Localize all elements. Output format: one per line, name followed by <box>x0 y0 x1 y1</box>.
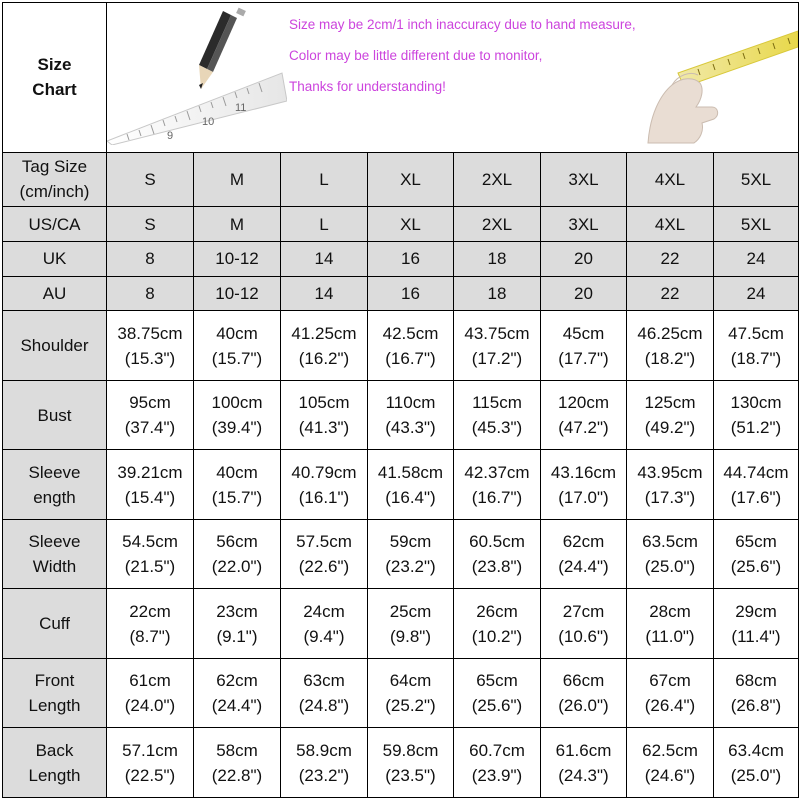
inch-value: (23.2") <box>298 765 350 785</box>
size-cell: 24 <box>714 276 799 311</box>
measurement-cell <box>454 380 541 449</box>
measurement-cell <box>281 380 368 449</box>
size-cell: 16 <box>368 242 454 277</box>
notice-line: Size may be 2cm/1 inch inaccuracy due to hand measure, <box>289 17 636 32</box>
measurement-label: Back Length <box>3 728 107 798</box>
inch-value: (23.8") <box>471 557 523 577</box>
inch-value: (16.4") <box>385 487 436 507</box>
table-row <box>3 450 799 519</box>
inch-value: (9.4") <box>303 626 345 646</box>
measurement-cell <box>194 728 281 798</box>
measurement-cell <box>194 450 281 519</box>
inch-value: (22.5") <box>124 765 176 785</box>
cm-value: 63.4cm <box>728 740 784 760</box>
cm-value: 54.5cm <box>122 532 178 552</box>
measurement-cell <box>541 728 627 798</box>
cm-value: 43.16cm <box>550 462 617 482</box>
cm-value: 40cm <box>216 462 258 482</box>
size-cell: XL <box>368 207 454 242</box>
ruler-number: 10 <box>202 116 215 128</box>
cm-value: 42.5cm <box>382 323 439 343</box>
inch-value: (9.1") <box>216 626 258 646</box>
size-cell: 24 <box>714 242 799 277</box>
inch-value: (15.3") <box>124 348 176 368</box>
measurement-cell <box>194 380 281 449</box>
inch-value: (43.3") <box>385 418 436 438</box>
size-cell: 4XL <box>627 207 714 242</box>
inch-value: (17.2") <box>471 348 523 368</box>
table-row <box>3 658 799 727</box>
inch-value: (39.4") <box>211 418 263 438</box>
measurement-cell <box>454 450 541 519</box>
measurement-cell <box>194 519 281 588</box>
cm-value: 59cm <box>389 532 432 552</box>
size-cell: 14 <box>281 276 368 311</box>
ruler-number: 9 <box>167 130 174 142</box>
cm-value: 24cm <box>303 601 345 621</box>
inch-value: (23.2") <box>385 557 436 577</box>
inch-value: (17.3") <box>644 487 696 507</box>
size-cell: 18 <box>454 276 541 311</box>
tag-size-label: Tag Size (cm/inch) <box>3 152 107 207</box>
size-cell: 14 <box>281 242 368 277</box>
inch-value: (37.4") <box>124 418 176 438</box>
cm-value: 125cm <box>644 393 696 413</box>
inch-value: (25.2") <box>385 696 436 716</box>
table-row <box>3 207 799 242</box>
inch-value: (49.2") <box>644 418 696 438</box>
cm-value: 64cm <box>389 671 432 691</box>
size-header-cell: L <box>281 152 368 207</box>
size-cell: 10-12 <box>194 276 281 311</box>
size-cell: 10-12 <box>194 242 281 277</box>
inch-value: (22.6") <box>298 557 350 577</box>
size-header-cell: 2XL <box>454 152 541 207</box>
inch-value: (45.3") <box>471 418 523 438</box>
cm-value: 100cm <box>211 393 263 413</box>
cm-value: 67cm <box>649 671 691 691</box>
size-cell: L <box>281 207 368 242</box>
measurement-cell <box>541 311 627 380</box>
cm-value: 58cm <box>216 740 258 760</box>
size-header-cell: 5XL <box>714 152 799 207</box>
cm-value: 60.5cm <box>469 532 525 552</box>
size-cell: S <box>107 207 194 242</box>
inch-value: (15.4") <box>124 487 176 507</box>
inch-value: (16.7") <box>471 487 523 507</box>
size-cell: 2XL <box>454 207 541 242</box>
measurement-label: Sleeve Width <box>3 519 107 588</box>
inch-value: (9.8") <box>390 626 431 646</box>
inch-value: (24.4") <box>211 696 263 716</box>
measurement-cell <box>714 589 799 658</box>
size-cell: 22 <box>627 242 714 277</box>
measurement-label: Cuff <box>3 589 107 658</box>
inch-value: (11.0") <box>645 626 695 646</box>
inch-value: (24.3") <box>558 765 609 785</box>
table-row <box>3 589 799 658</box>
inch-value: (22.8") <box>211 765 263 785</box>
cm-value: 28cm <box>649 601 691 621</box>
measurement-cell <box>541 658 627 727</box>
cm-value: 115cm <box>472 393 522 413</box>
row-label: US/CA <box>3 207 107 242</box>
size-header-cell: 4XL <box>627 152 714 207</box>
measurement-cell <box>281 728 368 798</box>
measurement-cell <box>107 450 194 519</box>
cm-value: 62.5cm <box>642 740 698 760</box>
measurement-cell <box>107 311 194 380</box>
table-row <box>3 519 799 588</box>
size-chart-table <box>2 2 799 798</box>
inch-value: (18.2") <box>644 348 696 368</box>
inch-value: (25.6") <box>471 696 523 716</box>
inch-value: (16.2") <box>298 348 350 368</box>
cm-value: 42.37cm <box>464 462 530 482</box>
size-cell: 8 <box>107 242 194 277</box>
cm-value: 95cm <box>129 393 171 413</box>
cm-value: 43.95cm <box>637 462 703 482</box>
cm-value: 57.1cm <box>122 740 178 760</box>
cm-value: 43.75cm <box>464 323 530 343</box>
cm-value: 45cm <box>562 323 605 343</box>
measurement-cell <box>368 519 454 588</box>
size-cell: 18 <box>454 242 541 277</box>
cm-value: 56cm <box>216 532 258 552</box>
notice-text <box>289 9 636 102</box>
size-cell: M <box>194 207 281 242</box>
size-header-cell: M <box>194 152 281 207</box>
measurement-cell <box>368 728 454 798</box>
size-cell: 20 <box>541 242 627 277</box>
inch-value: (26.0") <box>558 696 609 716</box>
measurement-cell <box>627 380 714 449</box>
cm-value: 61cm <box>129 671 171 691</box>
measurement-cell <box>541 519 627 588</box>
inch-value: (10.6") <box>558 626 609 646</box>
cm-value: 29cm <box>735 601 777 621</box>
measurement-cell <box>454 728 541 798</box>
cm-value: 62cm <box>216 671 258 691</box>
measurement-cell <box>107 728 194 798</box>
inch-value: (24.0") <box>124 696 176 716</box>
cm-value: 39.21cm <box>117 462 183 482</box>
cm-value: 60.7cm <box>469 740 525 760</box>
size-chart-title: Size Chart <box>3 3 107 153</box>
measurement-cell <box>454 311 541 380</box>
cm-value: 38.75cm <box>117 323 183 343</box>
inch-value: (26.4") <box>644 696 696 716</box>
measurement-cell <box>627 450 714 519</box>
inch-value: (22.0") <box>211 557 263 577</box>
measurement-cell <box>714 450 799 519</box>
measurement-cell <box>454 519 541 588</box>
measurement-cell <box>368 658 454 727</box>
inch-value: (47.2") <box>558 418 609 438</box>
size-cell: 22 <box>627 276 714 311</box>
measurement-cell <box>107 519 194 588</box>
measurement-cell <box>281 519 368 588</box>
measurement-cell <box>107 589 194 658</box>
inch-value: (26.8") <box>730 696 782 716</box>
inch-value: (24.8") <box>298 696 350 716</box>
measurement-cell <box>368 450 454 519</box>
measurement-label: Front Length <box>3 658 107 727</box>
cm-value: 66cm <box>562 671 605 691</box>
cm-value: 65cm <box>735 532 777 552</box>
inch-value: (16.7") <box>385 348 436 368</box>
inch-value: (25.6") <box>730 557 782 577</box>
inch-value: (25.0") <box>644 557 696 577</box>
measurement-cell <box>627 658 714 727</box>
measurement-cell <box>281 311 368 380</box>
inch-value: (15.7") <box>211 487 263 507</box>
inch-value: (23.5") <box>385 765 436 785</box>
measurement-cell <box>714 728 799 798</box>
inch-value: (51.2") <box>730 418 782 438</box>
inch-value: (11.4") <box>731 626 781 646</box>
cm-value: 62cm <box>562 532 605 552</box>
measurement-cell <box>107 380 194 449</box>
pencil-ruler-icon <box>107 3 287 145</box>
measurement-label: Shoulder <box>3 311 107 380</box>
cm-value: 57.5cm <box>296 532 352 552</box>
measurement-cell <box>281 450 368 519</box>
measurement-cell <box>454 589 541 658</box>
cm-value: 105cm <box>298 393 350 413</box>
cm-value: 110cm <box>385 393 436 413</box>
table-row <box>3 380 799 449</box>
measurement-cell <box>194 589 281 658</box>
cm-value: 41.58cm <box>377 462 444 482</box>
cm-value: 27cm <box>562 601 605 621</box>
measurement-cell <box>368 380 454 449</box>
table-row <box>3 311 799 380</box>
notice-line: Color may be little different due to monitor, <box>289 48 543 63</box>
cm-value: 65cm <box>476 671 518 691</box>
measurement-cell <box>368 311 454 380</box>
notice-line: Thanks for understanding! <box>289 79 446 94</box>
size-header-cell: 3XL <box>541 152 627 207</box>
measurement-label: Sleeve ength <box>3 450 107 519</box>
measurement-cell <box>714 658 799 727</box>
cm-value: 68cm <box>735 671 777 691</box>
table-row <box>3 242 799 277</box>
measurement-cell <box>281 658 368 727</box>
measurement-cell <box>194 658 281 727</box>
measurement-cell <box>714 519 799 588</box>
cm-value: 25cm <box>389 601 432 621</box>
measurement-cell <box>627 728 714 798</box>
measurement-label: Bust <box>3 380 107 449</box>
size-cell: 8 <box>107 276 194 311</box>
measurement-cell <box>194 311 281 380</box>
inch-value: (17.7") <box>558 348 609 368</box>
inch-value: (16.1") <box>298 487 350 507</box>
cm-value: 44.74cm <box>723 462 789 482</box>
size-cell: 3XL <box>541 207 627 242</box>
row-label: AU <box>3 276 107 311</box>
inch-value: (41.3") <box>298 418 350 438</box>
measurement-cell <box>454 658 541 727</box>
measurement-cell <box>541 380 627 449</box>
cm-value: 120cm <box>557 393 610 413</box>
cm-value: 58.9cm <box>296 740 352 760</box>
cm-value: 23cm <box>216 601 258 621</box>
notice-banner <box>107 3 799 153</box>
row-label: UK <box>3 242 107 277</box>
cm-value: 46.25cm <box>637 323 703 343</box>
inch-value: (23.9") <box>471 765 523 785</box>
table-row <box>3 276 799 311</box>
cm-value: 59.8cm <box>382 740 439 760</box>
cm-value: 26cm <box>476 601 518 621</box>
inch-value: (24.4") <box>558 557 609 577</box>
cm-value: 61.6cm <box>555 740 612 760</box>
inch-value: (15.7") <box>211 348 263 368</box>
cm-value: 22cm <box>129 601 171 621</box>
size-cell: 5XL <box>714 207 799 242</box>
ruler-number: 11 <box>235 102 247 114</box>
measurement-cell <box>281 589 368 658</box>
measurement-cell <box>368 589 454 658</box>
cm-value: 63.5cm <box>642 532 698 552</box>
inch-value: (25.0") <box>730 765 782 785</box>
size-header-cell: XL <box>368 152 454 207</box>
inch-value: (17.6") <box>730 487 782 507</box>
measurement-cell <box>541 450 627 519</box>
measurement-cell <box>627 589 714 658</box>
inch-value: (18.7") <box>730 348 782 368</box>
inch-value: (21.5") <box>124 557 176 577</box>
inch-value: (24.6") <box>644 765 696 785</box>
tape-measure-hand-icon <box>638 3 798 145</box>
measurement-cell <box>627 311 714 380</box>
size-header-cell: S <box>107 152 194 207</box>
size-cell: 16 <box>368 276 454 311</box>
measurement-cell <box>714 311 799 380</box>
measurement-cell <box>541 589 627 658</box>
cm-value: 130cm <box>730 393 782 413</box>
cm-value: 41.25cm <box>291 323 357 343</box>
cm-value: 40cm <box>216 323 258 343</box>
inch-value: (17.0") <box>558 487 609 507</box>
measurement-cell <box>107 658 194 727</box>
cm-value: 47.5cm <box>728 323 784 343</box>
cm-value: 63cm <box>303 671 345 691</box>
measurement-cell <box>714 380 799 449</box>
inch-value: (8.7") <box>129 626 171 646</box>
measurement-cell <box>627 519 714 588</box>
size-cell: 20 <box>541 276 627 311</box>
table-row <box>3 728 799 798</box>
cm-value: 40.79cm <box>291 462 357 482</box>
inch-value: (10.2") <box>471 626 523 646</box>
